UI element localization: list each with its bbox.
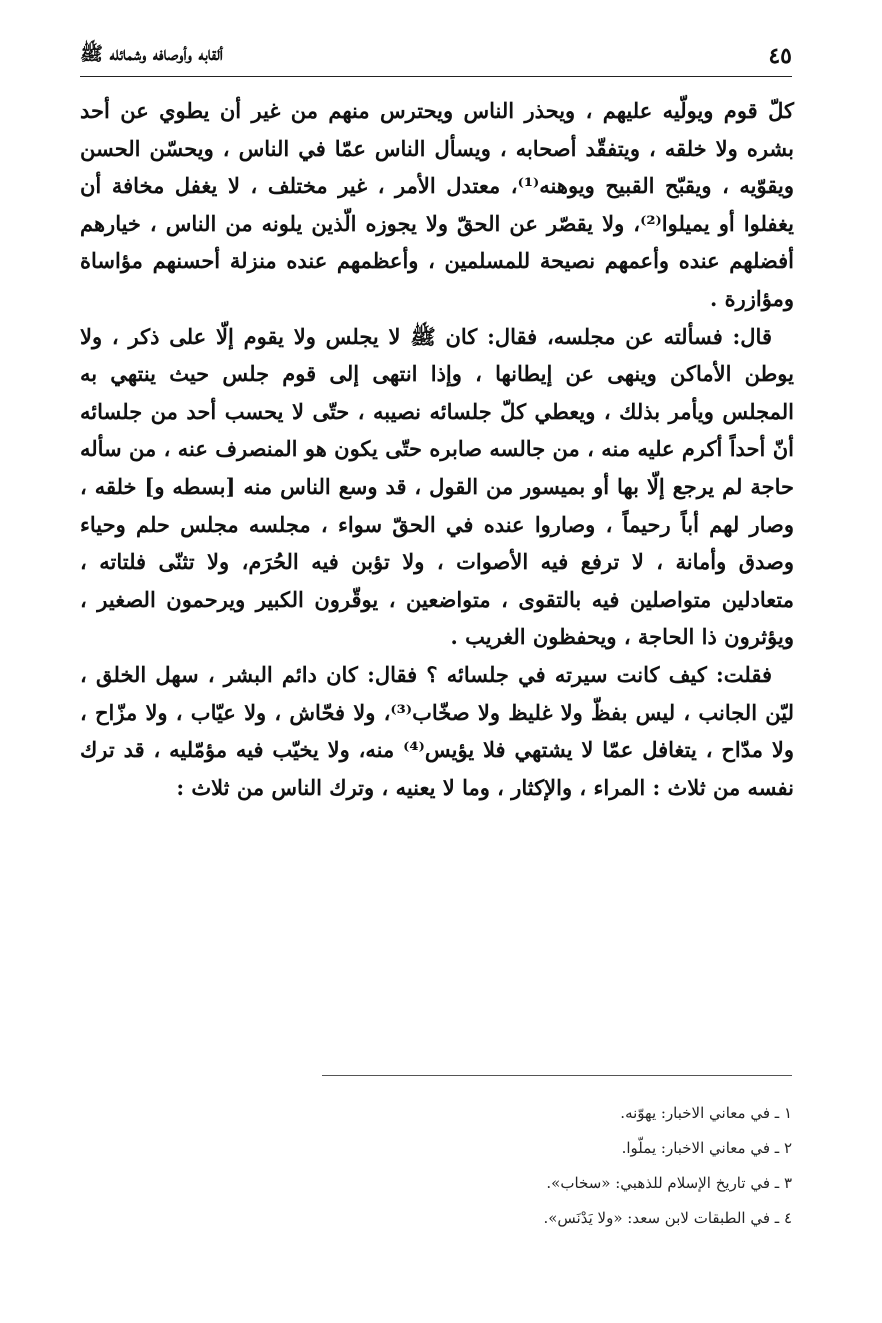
paragraph-3: فقلت: كيف كانت سيرته في جلسائه ؟ فقال: كان دائم البشر ، سهل الخلق ، ليّن الجانب ، ليس بفظّ ولا غليظ ولا صخّاب⁽³⁾، ولا فحّاش ، ولا عيّاب ، ولا مزّاح ، ولا مدّاح ، يتغافل عمّا لا يشتهي فلا يؤيس⁽⁴⁾ منه، ولا يخيّب فيه مؤمّليه ، قد ترك نفسه من ثلاث : المراء ، والإكثار ، وما لا يعنيه ، وترك الناس من ثلاث : [80, 661, 795, 800]
paragraph-2: قال: فسألته عن مجلسه، فقال: كان ﷺ لا يجلس ولا يقوم إلّا على ذكر ، ولا يوطن الأماكن وينهى عن إيطانها ، وإذا انتهى إلى قوم جلس حيث ينتهي به المجلس ويأمر بذلك ، ويعطي كلّ جلسائه نصيبه ، حتّى لا يحسب أحد من جلسائه أنّ أحداً أكرم عليه منه ، من جالسه صابره حتّى يكون هو المنصرف عنه ، من سأله حاجة لم يرجع إلّا بها أو بميسور من القول ، قد وسع الناس منه [بسطه و] خلقه ، وصار لهم أباً رحيماً ، وصاروا عنده في الحقّ سواء ، مجلسه مجلس حلم وحياء وصدق وأمانة ، لا ترفع فيه الأصوات ، ولا تؤبن فيه الحُرَم، ولا تثنّى فلتاته ، متعادلين متواصلين فيه بالتقوى ، متواضعين ، يوقّرون الكبير ويرحمون الصغير ، ويؤثرون ذا الحاجة ، ويحفظون الغريب . [80, 323, 794, 650]
page-number: ٤٥ [768, 43, 792, 69]
running-head: ألقابه وأوصافه وشمائله ﷺ [80, 43, 223, 65]
footnotes [300, 1096, 792, 1236]
footnote-3: ٣ ـ في تاريخ الإسلام للذهبي: «سخاب». [546, 1174, 792, 1192]
page-header [80, 36, 792, 77]
footnote-4: ٤ ـ في الطبقات لابن سعد: «ولا يَدْنَس». [543, 1209, 792, 1227]
footnote-divider [322, 1075, 792, 1076]
main-text [80, 92, 794, 806]
paragraph-1: كلّ قوم ويولّيه عليهم ، ويحذر الناس ويحترس منهم من غير أن يطوي عن أحد بشره ولا خلقه ، ويتفقّد أصحابه ، ويسأل الناس عمّا في الناس ، ويحسّن الحسن ويقوّيه ، ويقبّح القبيح ويوهنه⁽¹⁾، معتدل الأمر ، غير مختلف ، لا يغفل مخافة أن يغفلوا أو يميلوا⁽²⁾، ولا يقصّر عن الحقّ ولا يجوزه الّذين يلونه من الناس ، خيارهم أفضلهم عنده وأعمهم نصيحة للمسلمين ، وأعظمهم عنده منزلة أحسنهم مؤاساة ومؤازرة . [80, 98, 794, 311]
footnote-1: ١ ـ في معاني الاخبار: يهوّنه. [620, 1104, 792, 1122]
footnote-2: ٢ ـ في معاني الاخبار: يملّوا. [621, 1139, 792, 1157]
